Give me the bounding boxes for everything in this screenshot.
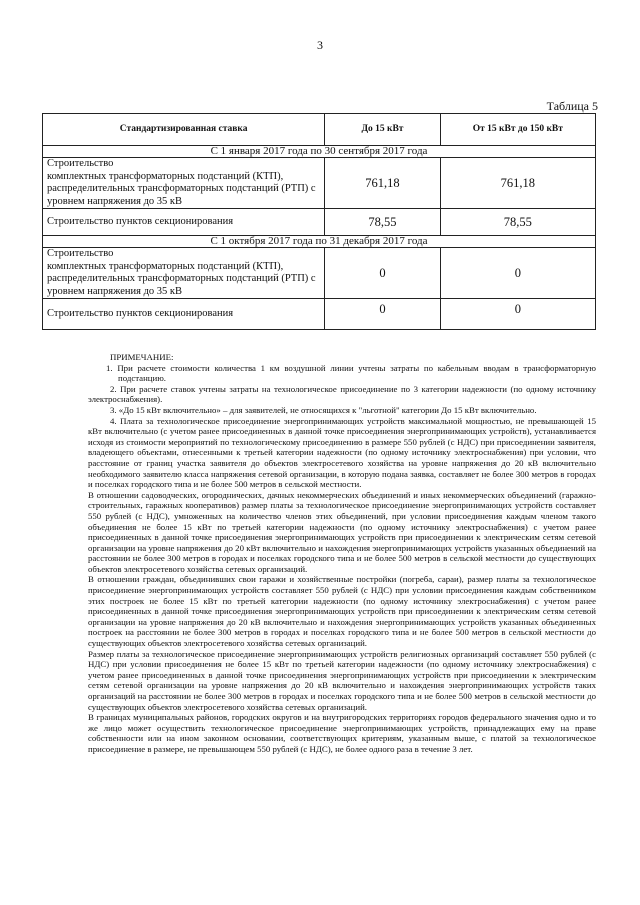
- row-label-text: Строительство комплектных трансформаторных подстанций (КТП), распределительных трансформаторных подстанций (РТП) с уровнем напряжения до 35 кВ: [47, 248, 316, 297]
- row-label: Строительство пунктов секционирования: [43, 299, 325, 330]
- table-row: [43, 299, 596, 330]
- period-label: С 1 октября 2017 года по 31 декабря 2017 года: [43, 236, 596, 248]
- tariff-table: [42, 113, 596, 330]
- value-upto-15: 78,55: [325, 209, 440, 236]
- table-header-row: [43, 114, 596, 146]
- value-upto-15: 0: [325, 299, 440, 330]
- table-row: [43, 158, 596, 209]
- value-15-150: 0: [440, 248, 595, 299]
- notes-section: [88, 352, 596, 755]
- note-paragraph: В границах муниципальных районов, городских округов и на внутригородских территориях городов федерального значения одно и то же лицо может осуществить технологическое присоединение энергопринимающих устройств, принадлежащих ему на праве собственности или на ином законном основании, соответствующих критериям, указанным выше, с платой за технологическое присоединение в размере, не превышающем 550 рублей (с НДС), не более одного раза в течение 3 лет.: [88, 712, 596, 754]
- note-paragraph: В отношении граждан, объединивших свои гаражи и хозяйственные постройки (погреба, сараи), размер платы за технологическое присоединение энергопринимающих устройств составляет 550 рублей (с НДС) при условии присоединения каждым собственником этих построек не более 15 кВт по третьей категории надежности (по одному источнику электроснабжения) с учетом ранее присоединенных в данной точке присоединения энергопринимающих устройств при присоединении к электрическим сетям сетевой организации на уровне напряжения до 20 кВ включительно и нахождения энергопринимающих устройств указанных объединенных построек на расстоянии не более 300 метров в городах и поселках городского типа и не более 500 метров в сельской местности до существующих объектов электросетевого хозяйства сетевых организаций.: [88, 574, 596, 649]
- period-row: [43, 236, 596, 248]
- header-upto-15: До 15 кВт: [325, 114, 440, 146]
- note-paragraph: Размер платы за технологическое присоединение энергопринимающих устройств религиозных организаций составляет 550 рублей (с НДС) при условии присоединения не более 15 кВт по третьей категории надежности (по одному источнику электроснабжения) с учетом ранее присоединенных в данной точке присоединения энергопринимающих устройств при присоединении к электрическим сетям сетевой организации на уровне напряжения до 20 кВ включительно и нахождения энергопринимающих устройств таких организаций на расстоянии не более 300 метров в городах и поселках городского типа и не более 500 метров в сельской местности до существующих объектов электросетевого хозяйства сетевых организаций.: [88, 648, 596, 712]
- table-row: [43, 248, 596, 299]
- header-15-150: От 15 кВт до 150 кВт: [440, 114, 595, 146]
- header-rate: Стандартизированная ставка: [43, 114, 325, 146]
- value-upto-15: 761,18: [325, 158, 440, 209]
- table-caption: Таблица 5: [546, 99, 598, 113]
- note-item: 2. При расчете ставок учтены затраты на технологическое присоединение по 3 категории надежности (по одному источнику электроснабжения).: [88, 383, 596, 405]
- notes-title: ПРИМЕЧАНИЕ:: [110, 352, 174, 362]
- note-item: 3. «До 15 кВт включительно» – для заявителей, не относящихся к "льготной" категории До 15 кВт включительно.: [110, 404, 537, 415]
- row-label: [43, 248, 325, 299]
- note-paragraph: В отношении садоводческих, огороднических, дачных некоммерческих объединений и иных некоммерческих объединений (гаражно-строительных, гаражных кооперативов) размер платы за технологическое присоединение энергопринимающих устройств составляет 550 рублей (с НДС), умноженных на количество членов этих объединений, при условии присоединения каждым членом такого объединения не более 15 кВт по третьей категории надежности (по одному источнику электроснабжения) с учетом ранее присоединенных в данной точке присоединения энергопринимающих устройств при присоединении к электрическим сетям сетевой организации на уровне напряжения до 20 кВт включительно и нахождения энергопринимающих устройств указанных объединений на расстоянии не более 300 метров в городах и поселках городского типа и не более 500 метров в сельской местности до существующих объектов электросетевого хозяйства сетевых организаций.: [88, 489, 596, 574]
- period-label: С 1 января 2017 года по 30 сентября 2017 года: [43, 146, 596, 158]
- row-label: [43, 158, 325, 209]
- value-15-150: 761,18: [440, 158, 595, 209]
- value-upto-15: 0: [325, 248, 440, 299]
- period-row: [43, 146, 596, 158]
- value-15-150: 78,55: [440, 209, 595, 236]
- value-15-150: 0: [440, 299, 595, 330]
- table-row: [43, 209, 596, 236]
- row-label: Строительство пунктов секционирования: [43, 209, 325, 236]
- row-label-text: Строительство комплектных трансформаторных подстанций (КТП), распределительных трансформаторных подстанций (РТП) с уровнем напряжения до 35 кВ: [47, 158, 316, 207]
- page-number: 3: [317, 38, 323, 52]
- note-paragraph: 4. Плата за технологическое присоединение энергопринимающих устройств максимальной мощностью, не превышающей 15 кВт включительно (с учетом ранее присоединенных в данной точке присоединения энергопринимающих устройств), устанавливается исходя из стоимости мероприятий по технологическому присоединению в размере 550 рублей (с НДС) при присоединении заявителя, владеющего объектами, отнесенными к третьей категории надежности (по одному источнику электроснабжения) при условии, что расстояние от границ участка заявителя до объектов электросетевого хозяйства на уровне напряжения до 20 кВ включительно необходимого заявителю класса напряжения сетевой организации, в которую подана заявка, составляет не более 300 метров в городах и поселках городского типа и не более 500 метров в сельской местности.: [88, 415, 596, 490]
- note-item: 1. При расчете стоимости количества 1 км воздушной линии учтены затраты по кабельным вводам в трансформаторную подстанцию.: [106, 362, 596, 384]
